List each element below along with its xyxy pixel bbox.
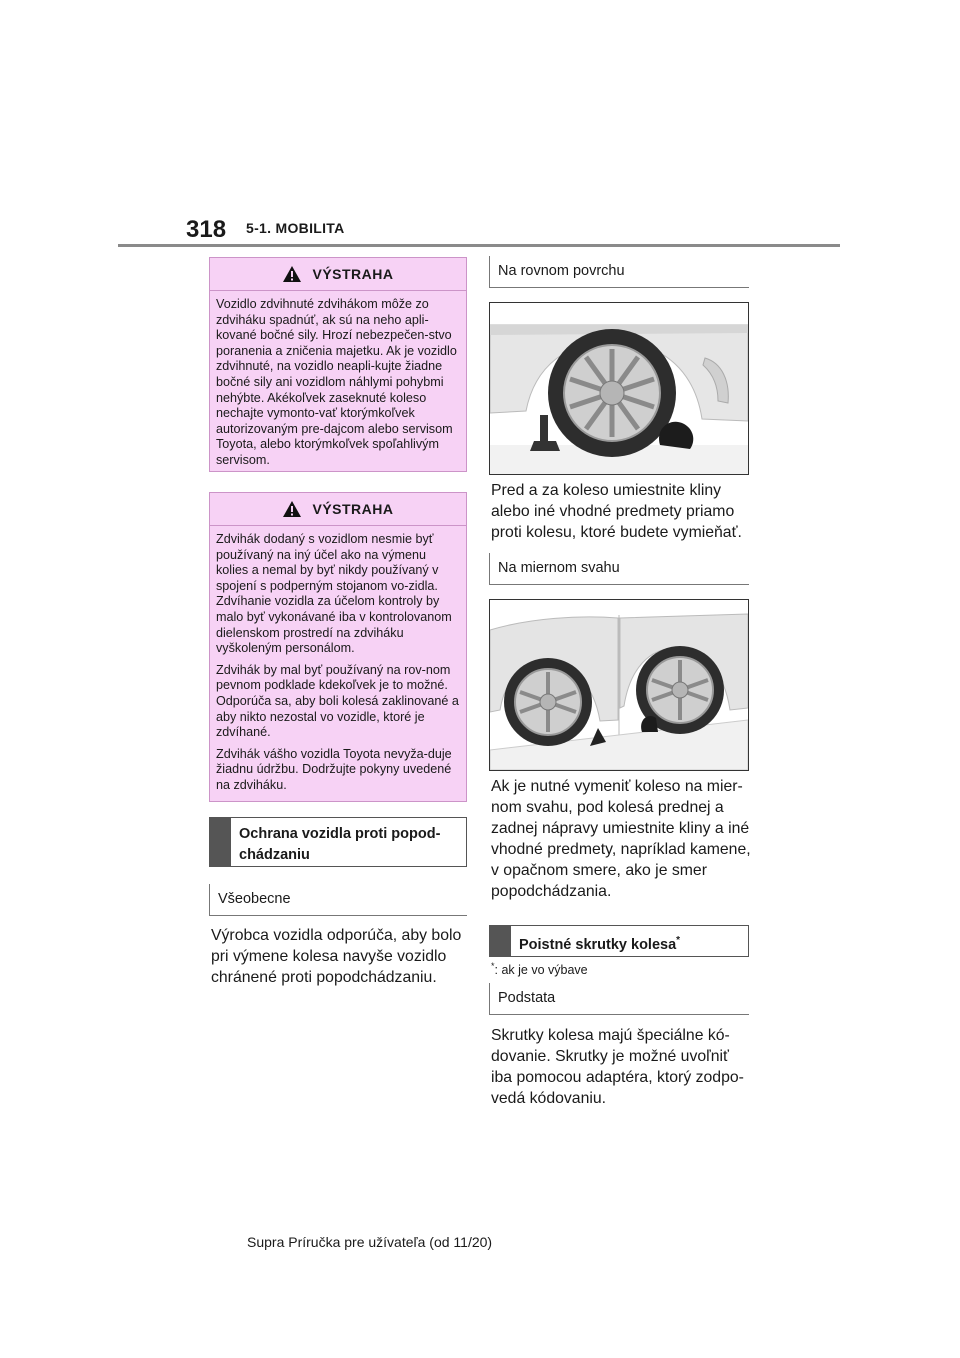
footnote <box>491 961 588 977</box>
warning-body <box>210 291 466 475</box>
bolts-heading: Poistné skrutky kolesa <box>519 936 677 953</box>
warning-triangle-icon <box>282 500 302 518</box>
warning-paragraph: Zdvihák by mal byť používaný na rov-nom pevnom podklade kdekoľvek je to možné. Odporúča sa, aby boli kolesá zaklinované a aby nikto nezostal vo vozidle, ktoré je zdvíhané. <box>216 662 459 740</box>
heading-text <box>511 925 749 957</box>
warning-paragraph: Zdvihák dodaný s vozidlom nesmie byť používaný na iný účel ako na výmenu kolies a nemal by byť nikdy používaný v spojení s podperným stojanom vo-zidla. Zdvíhanie vozidla za účelom kontroly by malo byť vykonávané iba v kontrolovanom dielenskom prostredí na zdviháku vyškoleným personálom. <box>216 532 452 656</box>
section-heading <box>209 817 467 867</box>
paragraph-slope: Ak je nutné vymeniť koleso na mier-nom svahu, pod kolesá prednej a zadnej nápravy umiestnite kliny a iné vhodné predmety, napríklad kamene, v opačnom smere, ako je smer popodchádzania. <box>491 778 751 900</box>
warning-paragraph: Vozidlo zdvihnuté zdvihákom môže zo zdviháku spadnúť, ak sú na neho apli-kované bočné sily. Hrozí nebezpečen-stvo poranenia a zničenia majetku. Ak je vozidlo zdvihnuté, na vozidlo neapli-kujte žiadne bočné sily ani vozidlom náhlymi pohybmi nehýbte. Akékoľvek zaseknuté koleso nechajte vymonto-vať ktorýmkoľvek autorizovaným pre-dajcom alebo servisom Toyota, alebo ktorýmkoľvek spoľahlivým servisom. <box>216 297 457 467</box>
figure-slope <box>489 599 749 771</box>
section-heading-bolts <box>489 925 749 957</box>
wheel-chock-slope-image <box>490 600 748 770</box>
warning-title: VÝSTRAHA <box>312 266 394 282</box>
heading-text: Ochrana vozidla proti popod-chádzaniu <box>231 817 467 867</box>
warning-header <box>210 258 466 291</box>
footnote-mark: * <box>491 961 495 971</box>
warning-header <box>210 493 466 526</box>
subheading-flat: Na rovnom povrchu <box>489 256 749 288</box>
page-number: 318 <box>186 216 227 243</box>
figure-flat-surface <box>489 302 749 475</box>
subheading-vseobecne: Všeobecne <box>209 884 467 916</box>
header-rule <box>118 244 840 247</box>
section-title: 5-1. MOBILITA <box>246 220 345 236</box>
heading-bar <box>489 925 511 957</box>
warning-box-1 <box>209 257 467 472</box>
warning-triangle-icon <box>282 265 302 283</box>
footer: Supra Príručka pre užívateľa (od 11/20) <box>247 1234 493 1250</box>
subheading-slope: Na miernom svahu <box>489 553 749 585</box>
footnote-text: : ak je vo výbave <box>494 963 588 978</box>
subheading-podstata: Podstata <box>489 983 749 1015</box>
paragraph-podstata: Skrutky kolesa majú špeciálne kó-dovanie. Skrutky je možné uvoľniť iba pomocou adaptéra, ktorý zodpo-vedá kódovaniu. <box>491 1027 744 1107</box>
warning-title: VÝSTRAHA <box>312 501 394 517</box>
paragraph-flat: Pred a za koleso umiestnite kliny alebo iné vhodné predmety priamo proti kolesu, ktoré budete vymieňať. <box>491 482 742 541</box>
warning-box-2 <box>209 492 467 802</box>
asterisk-mark: * <box>676 935 681 946</box>
heading-bar <box>209 817 231 867</box>
paragraph-general: Výrobca vozidla odporúča, aby bolo pri výmene kolesa navyše vozidlo chránené proti popodchádzaniu. <box>211 927 462 986</box>
wheel-chock-flat-image <box>490 303 748 474</box>
warning-body <box>210 526 466 800</box>
warning-paragraph: Zdvihák vášho vozidla Toyota nevyža-duje žiadnu údržbu. Dodržujte pokyny uvedené na zdviháku. <box>216 746 452 792</box>
